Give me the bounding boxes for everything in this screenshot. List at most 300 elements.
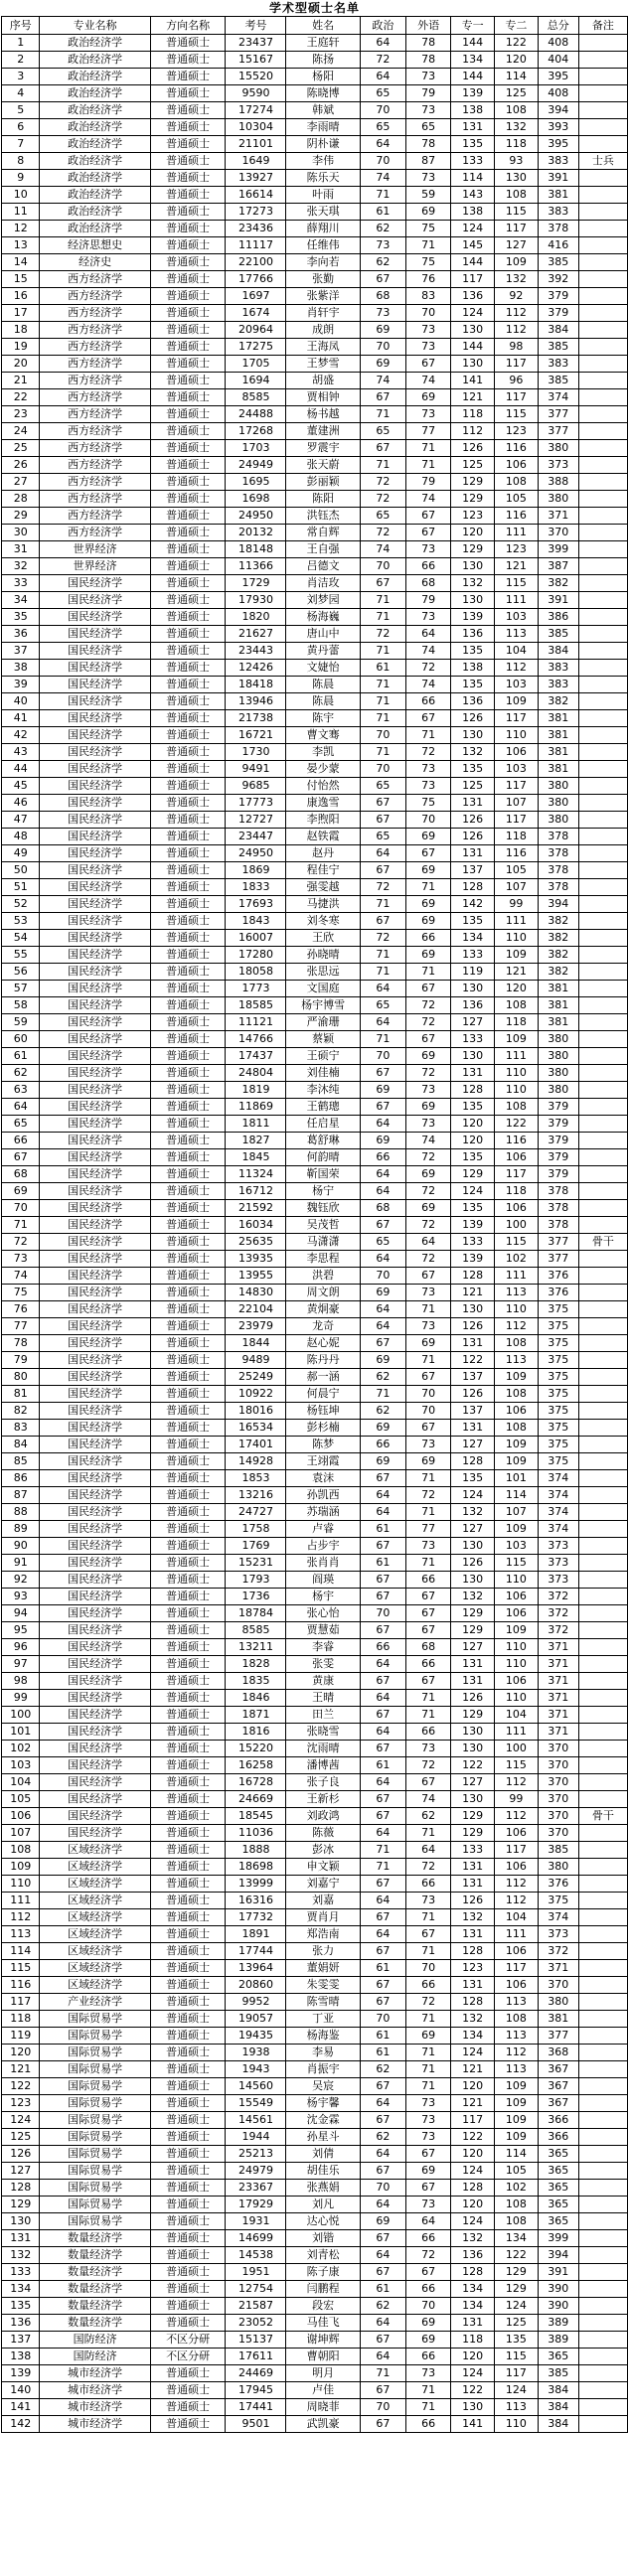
table-row bbox=[2, 1048, 628, 1065]
cell-remark bbox=[578, 2264, 627, 2281]
cell-subject2: 114 bbox=[494, 69, 538, 85]
cell-direction: 普通硕士 bbox=[150, 879, 226, 896]
cell-subject2: 111 bbox=[494, 1724, 538, 1741]
cell-language: 67 bbox=[406, 1031, 451, 1048]
table-row bbox=[2, 204, 628, 221]
cell-direction: 普通硕士 bbox=[150, 981, 226, 997]
cell-politics: 61 bbox=[360, 1521, 405, 1538]
cell-direction: 普通硕士 bbox=[150, 862, 226, 879]
cell-name: 陈薇 bbox=[286, 1825, 360, 1842]
cell-subject1: 135 bbox=[451, 677, 495, 693]
cell-direction: 普通硕士 bbox=[150, 795, 226, 812]
cell-remark bbox=[578, 1825, 627, 1842]
cell-exam-no: 1730 bbox=[226, 744, 286, 761]
cell-direction: 普通硕士 bbox=[150, 2416, 226, 2433]
cell-remark bbox=[578, 1335, 627, 1352]
cell-seq: 142 bbox=[2, 2416, 40, 2433]
cell-direction: 普通硕士 bbox=[150, 1318, 226, 1335]
cell-subject2: 106 bbox=[494, 1200, 538, 1217]
cell-direction: 普通硕士 bbox=[150, 2163, 226, 2180]
cell-language: 72 bbox=[406, 1994, 451, 2011]
cell-subject2: 115 bbox=[494, 406, 538, 423]
cell-total: 381 bbox=[538, 997, 578, 1014]
cell-name: 魏钰欣 bbox=[286, 1200, 360, 1217]
cell-seq: 126 bbox=[2, 2146, 40, 2163]
cell-seq: 76 bbox=[2, 1301, 40, 1318]
cell-name: 孙凯西 bbox=[286, 1487, 360, 1504]
cell-exam-no: 25635 bbox=[226, 1234, 286, 1251]
cell-language: 73 bbox=[406, 2197, 451, 2213]
cell-language: 69 bbox=[406, 1453, 451, 1470]
cell-seq: 69 bbox=[2, 1183, 40, 1200]
cell-exam-no: 13955 bbox=[226, 1268, 286, 1285]
cell-remark bbox=[578, 69, 627, 85]
cell-seq: 87 bbox=[2, 1487, 40, 1504]
cell-direction: 普通硕士 bbox=[150, 1504, 226, 1521]
cell-language: 76 bbox=[406, 271, 451, 288]
cell-language: 71 bbox=[406, 1825, 451, 1842]
cell-subject1: 133 bbox=[451, 1842, 495, 1859]
cell-total: 370 bbox=[538, 1774, 578, 1791]
cell-total: 380 bbox=[538, 795, 578, 812]
cell-subject2: 109 bbox=[494, 1521, 538, 1538]
cell-language: 73 bbox=[406, 541, 451, 558]
cell-exam-no: 15167 bbox=[226, 52, 286, 69]
cell-politics: 61 bbox=[360, 1757, 405, 1774]
cell-remark bbox=[578, 1994, 627, 2011]
cell-subject1: 118 bbox=[451, 406, 495, 423]
cell-name: 董娟妍 bbox=[286, 1960, 360, 1977]
cell-direction: 普通硕士 bbox=[150, 1149, 226, 1166]
cell-direction: 普通硕士 bbox=[150, 1420, 226, 1437]
cell-direction: 普通硕士 bbox=[150, 2112, 226, 2129]
cell-remark bbox=[578, 457, 627, 474]
cell-total: 370 bbox=[538, 1825, 578, 1842]
cell-language: 71 bbox=[406, 1352, 451, 1369]
cell-remark bbox=[578, 1893, 627, 1909]
cell-subject1: 122 bbox=[451, 2129, 495, 2146]
cell-major: 政治经济学 bbox=[40, 221, 150, 237]
cell-seq: 29 bbox=[2, 508, 40, 525]
cell-language: 71 bbox=[406, 2011, 451, 2028]
cell-remark bbox=[578, 204, 627, 221]
table-row bbox=[2, 1926, 628, 1943]
cell-seq: 24 bbox=[2, 423, 40, 440]
cell-subject1: 128 bbox=[451, 1994, 495, 2011]
cell-subject2: 112 bbox=[494, 1774, 538, 1791]
cell-seq: 57 bbox=[2, 981, 40, 997]
cell-subject1: 122 bbox=[451, 1352, 495, 1369]
cell-exam-no: 14928 bbox=[226, 1453, 286, 1470]
cell-direction: 普通硕士 bbox=[150, 102, 226, 119]
cell-direction: 普通硕士 bbox=[150, 812, 226, 829]
cell-subject2: 112 bbox=[494, 305, 538, 322]
cell-direction: 普通硕士 bbox=[150, 1994, 226, 2011]
cell-name: 孙星斗 bbox=[286, 2129, 360, 2146]
cell-seq: 65 bbox=[2, 1116, 40, 1133]
table-row bbox=[2, 1757, 628, 1774]
table-row bbox=[2, 52, 628, 69]
cell-direction: 普通硕士 bbox=[150, 2264, 226, 2281]
cell-major: 政治经济学 bbox=[40, 35, 150, 52]
cell-name: 朱雯雯 bbox=[286, 1977, 360, 1994]
cell-politics: 70 bbox=[360, 558, 405, 575]
table-row bbox=[2, 2365, 628, 2382]
cell-remark bbox=[578, 913, 627, 930]
cell-subject1: 130 bbox=[451, 592, 495, 609]
cell-subject2: 112 bbox=[494, 1876, 538, 1893]
cell-seq: 72 bbox=[2, 1234, 40, 1251]
cell-seq: 2 bbox=[2, 52, 40, 69]
cell-language: 66 bbox=[406, 1876, 451, 1893]
cell-seq: 33 bbox=[2, 575, 40, 592]
cell-subject1: 114 bbox=[451, 170, 495, 187]
cell-major: 西方经济学 bbox=[40, 305, 150, 322]
cell-subject2: 116 bbox=[494, 845, 538, 862]
cell-name: 王庭轩 bbox=[286, 35, 360, 52]
cell-seq: 114 bbox=[2, 1943, 40, 1960]
cell-direction: 普通硕士 bbox=[150, 2028, 226, 2045]
cell-major: 西方经济学 bbox=[40, 525, 150, 541]
cell-major: 政治经济学 bbox=[40, 204, 150, 221]
cell-total: 377 bbox=[538, 1251, 578, 1268]
cell-politics: 62 bbox=[360, 1369, 405, 1386]
cell-seq: 30 bbox=[2, 525, 40, 541]
cell-total: 392 bbox=[538, 271, 578, 288]
cell-major: 政治经济学 bbox=[40, 85, 150, 102]
cell-seq: 120 bbox=[2, 2045, 40, 2061]
cell-subject1: 136 bbox=[451, 626, 495, 643]
cell-seq: 141 bbox=[2, 2399, 40, 2416]
cell-major: 西方经济学 bbox=[40, 339, 150, 356]
cell-politics: 67 bbox=[360, 1335, 405, 1352]
cell-politics: 65 bbox=[360, 1234, 405, 1251]
cell-language: 67 bbox=[406, 1369, 451, 1386]
cell-remark bbox=[578, 626, 627, 643]
cell-language: 67 bbox=[406, 1605, 451, 1622]
cell-remark bbox=[578, 2281, 627, 2298]
cell-seq: 46 bbox=[2, 795, 40, 812]
cell-direction: 普通硕士 bbox=[150, 1774, 226, 1791]
cell-language: 74 bbox=[406, 677, 451, 693]
cell-exam-no: 1871 bbox=[226, 1707, 286, 1724]
cell-seq: 139 bbox=[2, 2365, 40, 2382]
cell-subject1: 122 bbox=[451, 1757, 495, 1774]
cell-language: 71 bbox=[406, 2399, 451, 2416]
cell-total: 384 bbox=[538, 2399, 578, 2416]
cell-total: 391 bbox=[538, 170, 578, 187]
cell-direction: 普通硕士 bbox=[150, 643, 226, 660]
cell-total: 393 bbox=[538, 119, 578, 136]
page-title: 学术型硕士名单 bbox=[268, 1, 360, 15]
cell-remark bbox=[578, 643, 627, 660]
cell-direction: 普通硕士 bbox=[150, 1605, 226, 1622]
cell-seq: 15 bbox=[2, 271, 40, 288]
cell-subject1: 135 bbox=[451, 1470, 495, 1487]
cell-seq: 47 bbox=[2, 812, 40, 829]
cell-major: 国民经济学 bbox=[40, 1116, 150, 1133]
cell-name: 贾慧茹 bbox=[286, 1622, 360, 1639]
cell-total: 367 bbox=[538, 2061, 578, 2078]
table-row bbox=[2, 660, 628, 677]
cell-seq: 88 bbox=[2, 1504, 40, 1521]
cell-seq: 82 bbox=[2, 1403, 40, 1420]
cell-remark bbox=[578, 373, 627, 389]
cell-remark bbox=[578, 2129, 627, 2146]
cell-exam-no: 1835 bbox=[226, 1673, 286, 1690]
cell-seq: 104 bbox=[2, 1774, 40, 1791]
table-row bbox=[2, 491, 628, 508]
cell-seq: 52 bbox=[2, 896, 40, 913]
cell-name: 刘政鸿 bbox=[286, 1808, 360, 1825]
cell-seq: 118 bbox=[2, 2011, 40, 2028]
table-row bbox=[2, 862, 628, 879]
cell-exam-no: 23436 bbox=[226, 221, 286, 237]
cell-subject2: 115 bbox=[494, 1555, 538, 1572]
cell-subject2: 117 bbox=[494, 356, 538, 373]
cell-major: 国民经济学 bbox=[40, 1234, 150, 1251]
cell-politics: 67 bbox=[360, 913, 405, 930]
cell-exam-no: 18585 bbox=[226, 997, 286, 1014]
cell-language: 74 bbox=[406, 1133, 451, 1149]
cell-direction: 普通硕士 bbox=[150, 2197, 226, 2213]
cell-language: 71 bbox=[406, 964, 451, 981]
cell-major: 国民经济学 bbox=[40, 1757, 150, 1774]
cell-seq: 41 bbox=[2, 710, 40, 727]
cell-total: 394 bbox=[538, 896, 578, 913]
cell-subject2: 118 bbox=[494, 1014, 538, 1031]
cell-exam-no: 1931 bbox=[226, 2213, 286, 2230]
cell-exam-no: 19057 bbox=[226, 2011, 286, 2028]
cell-direction: 普通硕士 bbox=[150, 2095, 226, 2112]
table-row bbox=[2, 1352, 628, 1369]
cell-major: 国民经济学 bbox=[40, 1133, 150, 1149]
cell-language: 73 bbox=[406, 102, 451, 119]
cell-total: 379 bbox=[538, 1133, 578, 1149]
cell-subject1: 137 bbox=[451, 862, 495, 879]
cell-politics: 65 bbox=[360, 829, 405, 845]
cell-seq: 36 bbox=[2, 626, 40, 643]
cell-subject2: 123 bbox=[494, 423, 538, 440]
cell-seq: 63 bbox=[2, 1082, 40, 1099]
cell-subject1: 131 bbox=[451, 1876, 495, 1893]
cell-subject1: 128 bbox=[451, 1268, 495, 1285]
cell-seq: 79 bbox=[2, 1352, 40, 1369]
cell-remark bbox=[578, 1031, 627, 1048]
cell-politics: 64 bbox=[360, 1166, 405, 1183]
cell-direction: 普通硕士 bbox=[150, 1082, 226, 1099]
cell-total: 382 bbox=[538, 964, 578, 981]
cell-subject2: 110 bbox=[494, 1656, 538, 1673]
cell-major: 政治经济学 bbox=[40, 187, 150, 204]
cell-total: 379 bbox=[538, 1166, 578, 1183]
cell-language: 67 bbox=[406, 356, 451, 373]
cell-remark bbox=[578, 1200, 627, 1217]
cell-exam-no: 17611 bbox=[226, 2349, 286, 2365]
cell-exam-no: 17773 bbox=[226, 795, 286, 812]
cell-language: 69 bbox=[406, 2163, 451, 2180]
cell-subject2: 122 bbox=[494, 35, 538, 52]
cell-direction: 普通硕士 bbox=[150, 136, 226, 153]
table-row bbox=[2, 153, 628, 170]
cell-subject1: 144 bbox=[451, 69, 495, 85]
cell-exam-no: 1853 bbox=[226, 1470, 286, 1487]
cell-remark bbox=[578, 660, 627, 677]
cell-remark bbox=[578, 2061, 627, 2078]
cell-direction: 普通硕士 bbox=[150, 85, 226, 102]
cell-total: 387 bbox=[538, 558, 578, 575]
cell-major: 西方经济学 bbox=[40, 491, 150, 508]
cell-politics: 65 bbox=[360, 85, 405, 102]
cell-language: 73 bbox=[406, 1082, 451, 1099]
cell-major: 国民经济学 bbox=[40, 1487, 150, 1504]
table-row bbox=[2, 1842, 628, 1859]
cell-direction: 普通硕士 bbox=[150, 440, 226, 457]
cell-major: 国民经济学 bbox=[40, 1741, 150, 1757]
cell-total: 383 bbox=[538, 204, 578, 221]
cell-language: 72 bbox=[406, 1183, 451, 1200]
cell-exam-no: 1828 bbox=[226, 1656, 286, 1673]
cell-exam-no: 11117 bbox=[226, 237, 286, 254]
cell-direction: 普通硕士 bbox=[150, 2180, 226, 2197]
cell-remark bbox=[578, 1487, 627, 1504]
cell-direction: 普通硕士 bbox=[150, 237, 226, 254]
cell-subject1: 126 bbox=[451, 710, 495, 727]
cell-name: 陈阳 bbox=[286, 491, 360, 508]
cell-remark bbox=[578, 237, 627, 254]
cell-name: 陈雪晴 bbox=[286, 1994, 360, 2011]
cell-remark bbox=[578, 1065, 627, 1082]
cell-subject1: 121 bbox=[451, 2061, 495, 2078]
cell-direction: 不区分研 bbox=[150, 2332, 226, 2349]
cell-seq: 50 bbox=[2, 862, 40, 879]
table-row bbox=[2, 237, 628, 254]
cell-politics: 67 bbox=[360, 1876, 405, 1893]
cell-language: 71 bbox=[406, 1909, 451, 1926]
cell-politics: 64 bbox=[360, 35, 405, 52]
cell-seq: 68 bbox=[2, 1166, 40, 1183]
table-row bbox=[2, 1133, 628, 1149]
cell-exam-no: 25249 bbox=[226, 1369, 286, 1386]
cell-remark bbox=[578, 1301, 627, 1318]
cell-major: 国民经济学 bbox=[40, 1437, 150, 1453]
cell-major: 国民经济学 bbox=[40, 1386, 150, 1403]
cell-subject2: 106 bbox=[494, 1403, 538, 1420]
cell-language: 71 bbox=[406, 1690, 451, 1707]
cell-name: 杨宇 bbox=[286, 1589, 360, 1605]
cell-seq: 94 bbox=[2, 1605, 40, 1622]
cell-seq: 95 bbox=[2, 1622, 40, 1639]
cell-name: 沈雨晴 bbox=[286, 1741, 360, 1757]
cell-subject2: 122 bbox=[494, 1116, 538, 1133]
cell-name: 李伟 bbox=[286, 153, 360, 170]
cell-language: 75 bbox=[406, 795, 451, 812]
cell-major: 国际贸易学 bbox=[40, 2011, 150, 2028]
cell-remark bbox=[578, 1166, 627, 1183]
cell-direction: 普通硕士 bbox=[150, 1842, 226, 1859]
cell-exam-no: 16614 bbox=[226, 187, 286, 204]
cell-politics: 64 bbox=[360, 1724, 405, 1741]
cell-politics: 70 bbox=[360, 102, 405, 119]
cell-politics: 65 bbox=[360, 119, 405, 136]
cell-subject1: 133 bbox=[451, 947, 495, 964]
table-row bbox=[2, 2281, 628, 2298]
table-row bbox=[2, 2382, 628, 2399]
cell-total: 395 bbox=[538, 136, 578, 153]
cell-total: 389 bbox=[538, 2315, 578, 2332]
table-row bbox=[2, 1437, 628, 1453]
table-row bbox=[2, 474, 628, 491]
cell-major: 国民经济学 bbox=[40, 913, 150, 930]
cell-subject2: 99 bbox=[494, 1791, 538, 1808]
cell-name: 任启星 bbox=[286, 1116, 360, 1133]
cell-seq: 135 bbox=[2, 2298, 40, 2315]
cell-name: 肖振宇 bbox=[286, 2061, 360, 2078]
column-header-subject1: 专一 bbox=[451, 17, 495, 35]
cell-major: 区域经济学 bbox=[40, 1977, 150, 1994]
cell-politics: 67 bbox=[360, 1217, 405, 1234]
cell-language: 67 bbox=[406, 1420, 451, 1437]
cell-exam-no: 22104 bbox=[226, 1301, 286, 1318]
cell-total: 384 bbox=[538, 322, 578, 339]
cell-subject2: 110 bbox=[494, 1082, 538, 1099]
cell-total: 390 bbox=[538, 2281, 578, 2298]
cell-major: 西方经济学 bbox=[40, 406, 150, 423]
cell-direction: 不区分研 bbox=[150, 2349, 226, 2365]
cell-subject1: 132 bbox=[451, 2230, 495, 2247]
table-row bbox=[2, 508, 628, 525]
cell-subject1: 128 bbox=[451, 1943, 495, 1960]
table-row bbox=[2, 558, 628, 575]
cell-seq: 127 bbox=[2, 2163, 40, 2180]
cell-remark bbox=[578, 2416, 627, 2433]
cell-major: 国际贸易学 bbox=[40, 2028, 150, 2045]
cell-language: 71 bbox=[406, 1504, 451, 1521]
cell-exam-no: 16034 bbox=[226, 1217, 286, 1234]
cell-politics: 64 bbox=[360, 1893, 405, 1909]
cell-seq: 74 bbox=[2, 1268, 40, 1285]
cell-language: 66 bbox=[406, 2281, 451, 2298]
cell-exam-no: 15137 bbox=[226, 2332, 286, 2349]
cell-subject1: 127 bbox=[451, 1639, 495, 1656]
cell-politics: 72 bbox=[360, 491, 405, 508]
cell-remark bbox=[578, 1909, 627, 1926]
cell-exam-no: 17401 bbox=[226, 1437, 286, 1453]
cell-seq: 137 bbox=[2, 2332, 40, 2349]
cell-direction: 普通硕士 bbox=[150, 1437, 226, 1453]
cell-major: 国民经济学 bbox=[40, 1217, 150, 1234]
cell-language: 71 bbox=[406, 1555, 451, 1572]
cell-subject1: 135 bbox=[451, 761, 495, 778]
cell-subject2: 115 bbox=[494, 575, 538, 592]
cell-remark: 骨干 bbox=[578, 1808, 627, 1825]
cell-major: 国民经济学 bbox=[40, 896, 150, 913]
cell-seq: 40 bbox=[2, 693, 40, 710]
cell-subject1: 130 bbox=[451, 727, 495, 744]
table-row bbox=[2, 305, 628, 322]
cell-exam-no: 23443 bbox=[226, 643, 286, 660]
cell-exam-no: 11366 bbox=[226, 558, 286, 575]
cell-exam-no: 16316 bbox=[226, 1893, 286, 1909]
cell-subject2: 112 bbox=[494, 322, 538, 339]
cell-direction: 普通硕士 bbox=[150, 710, 226, 727]
cell-name: 蔡颖 bbox=[286, 1031, 360, 1048]
cell-direction: 普通硕士 bbox=[150, 1048, 226, 1065]
cell-remark bbox=[578, 930, 627, 947]
cell-seq: 136 bbox=[2, 2315, 40, 2332]
cell-subject1: 134 bbox=[451, 2298, 495, 2315]
cell-remark bbox=[578, 964, 627, 981]
